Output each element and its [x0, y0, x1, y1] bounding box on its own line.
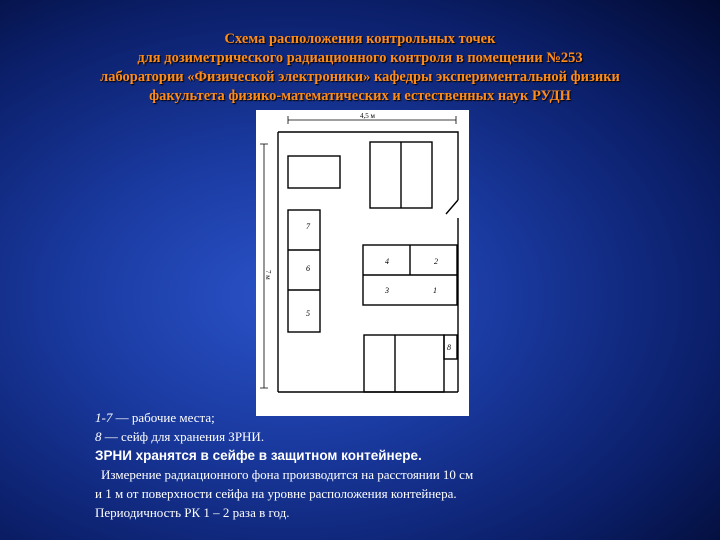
- floor-plan-drawing: [256, 110, 469, 416]
- point-label-6: 6: [306, 264, 310, 273]
- bench-left: [288, 210, 320, 332]
- floor-plan: [256, 110, 469, 416]
- note-measure-2: и 1 м от поверхности сейфа на уровне расположения контейнера.: [95, 486, 457, 501]
- point-label-5: 5: [306, 309, 310, 318]
- note-safe: [95, 427, 655, 446]
- bench-left-dividers: [288, 250, 320, 290]
- door-leaf: [446, 200, 458, 214]
- width-label: 4,5 м: [360, 112, 375, 120]
- point-label-3: 3: [385, 286, 389, 295]
- note-measure-1: Измерение радиационного фона производится на расстоянии 10 см: [101, 467, 474, 482]
- height-dimension-line: [260, 144, 268, 388]
- title-line-3: лаборатории «Физической электроники» кафедры экспериментальной физики: [100, 69, 620, 85]
- cabinet-bottom: [364, 335, 444, 392]
- desks-center-dividers: [363, 245, 457, 275]
- note-periodicity: Периодичность РК 1 – 2 раза в год.: [95, 505, 290, 520]
- notes-block: [95, 408, 655, 522]
- note-work-places: [95, 408, 655, 427]
- table-upper-left: [288, 156, 340, 188]
- point-label-4: 4: [385, 257, 389, 266]
- height-label: 7 м: [264, 270, 272, 280]
- safe-text: — сейф для хранения ЗРНИ.: [101, 429, 265, 444]
- title-line-2: для дозиметрического радиационного контроля в помещении №253: [137, 50, 583, 66]
- work-places-text: — рабочие места;: [112, 410, 215, 425]
- note-storage: ЗРНИ хранятся в сейфе в защитном контейнере.: [95, 448, 422, 463]
- point-label-8: 8: [447, 343, 451, 352]
- point-label-1: 1: [433, 286, 437, 295]
- safe-number: 8: [95, 429, 102, 444]
- title-line-4: факультета физико-математических и естественных наук РУДН: [149, 88, 571, 104]
- point-label-2: 2: [434, 257, 438, 266]
- slide-title: [20, 30, 700, 106]
- title-line-1: Схема расположения контрольных точек: [224, 31, 496, 47]
- point-label-7: 7: [306, 222, 310, 231]
- work-places-numbers: 1-7: [95, 410, 113, 425]
